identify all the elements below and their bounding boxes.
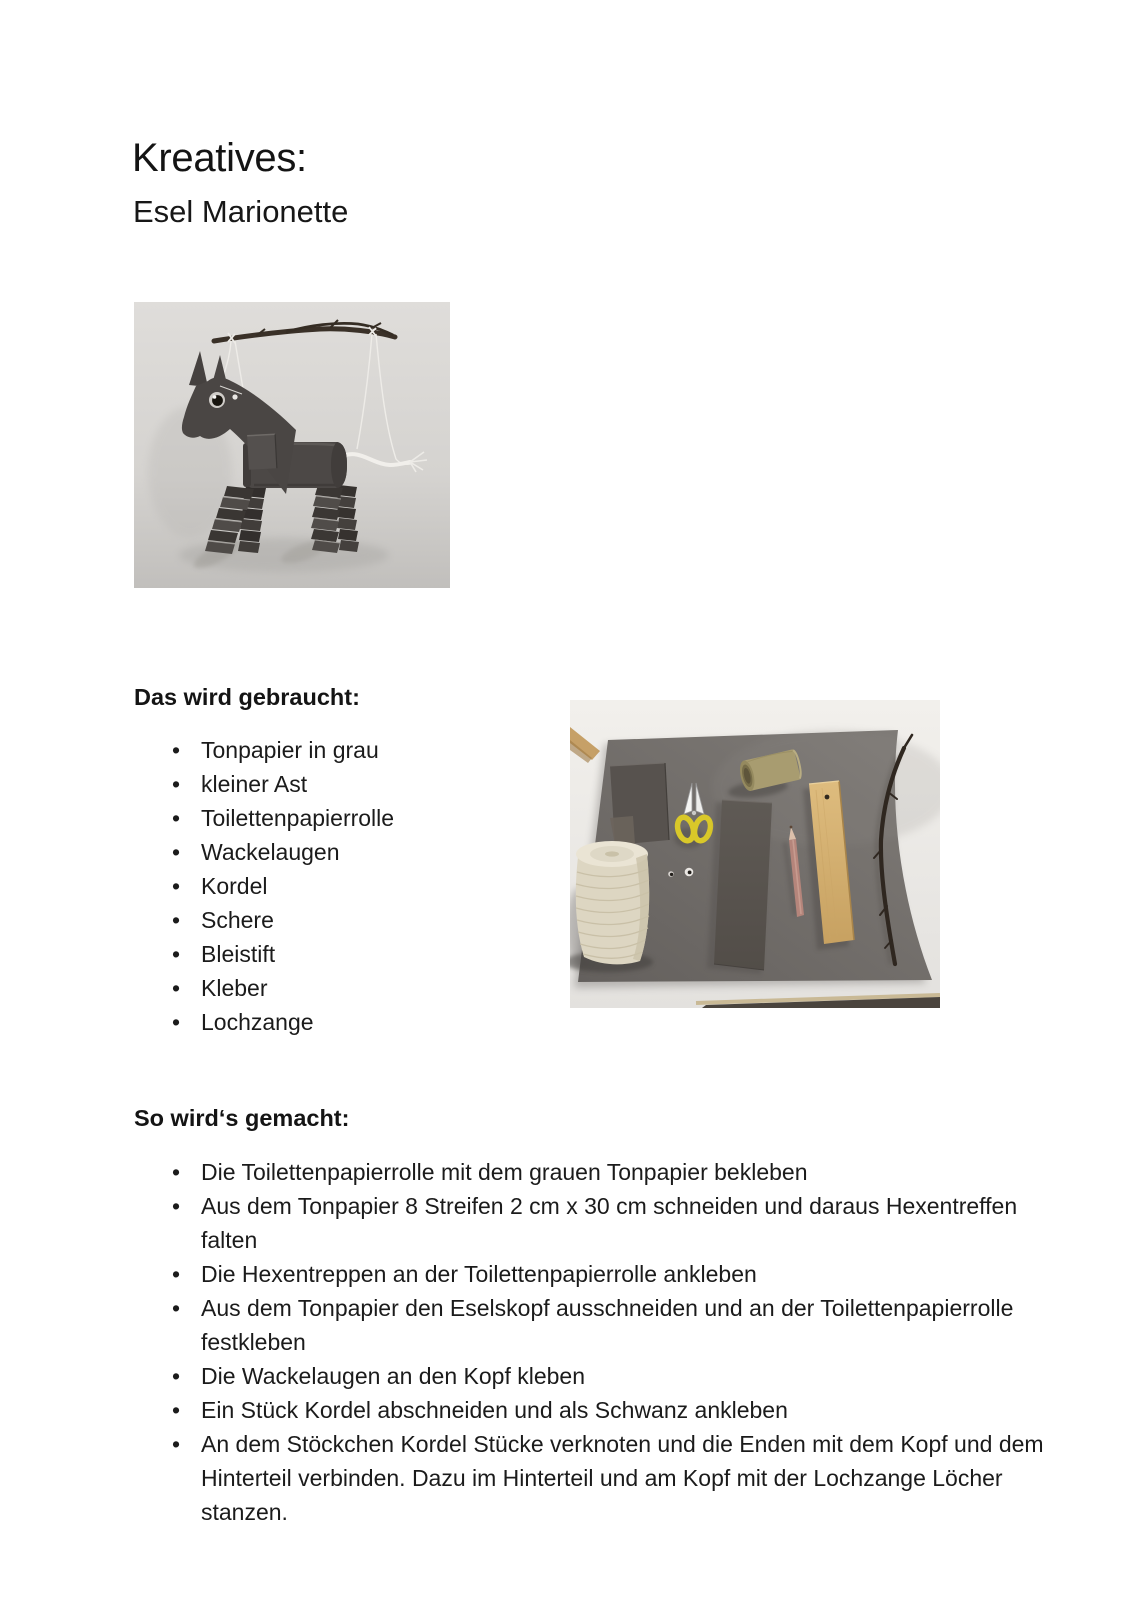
material-item: • Lochzange (134, 1005, 564, 1039)
material-item: • Bleistift (134, 937, 564, 971)
donkey-neck-flap (247, 434, 277, 469)
step-item: • Ein Stück Kordel abschneiden und als Schwanz ankleben (134, 1393, 1059, 1427)
string-knot (232, 394, 237, 399)
page-title: Kreatives: (132, 136, 307, 180)
step-item: • An dem Stöckchen Kordel Stücke verknoten und die Enden mit dem Kopf und dem Hinterteil verbinden. Dazu im Hinterteil und am Kopf mit der Lochzange Löcher stanzen. (134, 1427, 1059, 1529)
material-item: • Schere (134, 903, 564, 937)
step-item: • Aus dem Tonpapier den Eselskopf ausschneiden und an der Toilettenpapierrolle festkleben (134, 1291, 1059, 1359)
material-item: • Tonpapier in grau (134, 733, 564, 767)
materials-photo (570, 700, 940, 1008)
googly-eye (209, 392, 225, 408)
materials-photo-image (570, 700, 940, 1008)
step-item: • Die Wackelaugen an den Kopf kleben (134, 1359, 1059, 1393)
yarn-spool (570, 841, 653, 972)
material-item: • Kordel (134, 869, 564, 903)
materials-heading: Das wird gebraucht: (134, 684, 360, 710)
step-item: • Aus dem Tonpapier 8 Streifen 2 cm x 30 cm schneiden und daraus Hexentreffen falten (134, 1189, 1059, 1257)
marionette-photo-image (134, 302, 450, 588)
steps-list (134, 1155, 1059, 1529)
materials-list (134, 733, 564, 1039)
marionette-photo (134, 302, 450, 588)
step-item: • Die Toilettenpapierrolle mit dem grauen Tonpapier bekleben (134, 1155, 1059, 1189)
steps-heading: So wird‘s gemacht: (134, 1105, 350, 1131)
dark-paper-sheet (610, 763, 669, 845)
gray-paper-strip (707, 800, 772, 974)
material-item: • kleiner Ast (134, 767, 564, 801)
step-item: • Die Hexentreppen an der Toilettenpapierrolle ankleben (134, 1257, 1059, 1291)
page-subtitle: Esel Marionette (133, 194, 349, 229)
material-item: • Toilettenpapierrolle (134, 801, 564, 835)
material-item: • Kleber (134, 971, 564, 1005)
material-item: • Wackelaugen (134, 835, 564, 869)
